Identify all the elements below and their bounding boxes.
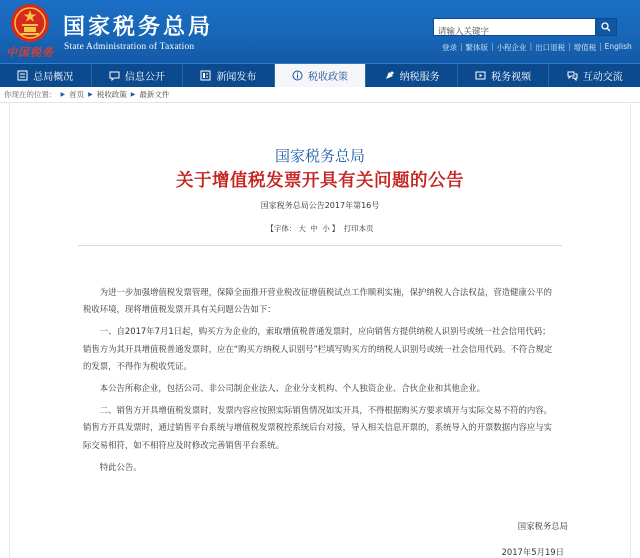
search-icon — [601, 22, 611, 32]
article-title: 关于增值税发票开具有关问题的公告 — [176, 171, 464, 191]
paragraph: 本公告所称企业，包括公司、非公司制企业法人、企业分支机构、个人独资企业、合伙企业和其他企业。 — [99, 383, 486, 394]
article-org: 国家税务总局 — [274, 147, 365, 165]
nav-item-video[interactable] — [458, 64, 550, 87]
breadcrumb — [0, 87, 640, 103]
article-body — [83, 284, 553, 481]
article — [9, 103, 631, 558]
chat-icon — [567, 70, 578, 81]
chevron-right-icon: ▶ — [60, 91, 66, 98]
search-button[interactable] — [595, 18, 617, 36]
quick-link-english[interactable]: English — [604, 42, 632, 51]
service-icon — [384, 70, 395, 81]
divider — [78, 245, 562, 246]
site-header — [0, 0, 640, 63]
font-large-button[interactable]: 大 — [298, 224, 306, 233]
nav-label: 互动交流 — [582, 72, 623, 83]
quick-link-export-rebate[interactable]: 出口退税 — [535, 43, 566, 52]
nav-item-info[interactable] — [92, 64, 184, 87]
nav-item-overview[interactable] — [0, 64, 92, 87]
paragraph: 二、销售方开具增值税发票时，发票内容应按照实际销售情况如实开具，不得根据购买方要求填开与实际交易不符的内容。销售方开具发票时，通过销售平台系统与增值税发票税控系统后台对接，导入相关信息开票的，系统导入的开票数据内容应与实际交易相符，如不相符应及时修改完善销售平台系统。 — [83, 405, 553, 450]
quick-link-traditional[interactable]: 繁体版 — [465, 43, 489, 52]
paragraph: 为进一步加强增值税发票管理，保障全面推开营业税改征增值税试点工作顺利实施，保护纳税人合法权益，营造健康公平的税收环境，现将增值税发票开具有关问题公告如下： — [83, 287, 553, 315]
signature-org: 国家税务总局 — [517, 521, 568, 531]
video-icon — [475, 70, 486, 81]
nav-label: 信息公开 — [124, 72, 165, 83]
nav-label: 总局概况 — [33, 72, 74, 83]
font-size-controls — [10, 223, 630, 234]
nav-item-news[interactable] — [183, 64, 275, 87]
national-emblem-icon — [10, 3, 50, 43]
quick-link-login[interactable]: 登录 — [442, 43, 457, 52]
search-input[interactable] — [434, 24, 594, 40]
paragraph: 一、自2017年7月1日起，购买方为企业的，索取增值税普通发票时，应向销售方提供纳税人识别号或统一社会信用代码；销售方为其开具增值税普通发票时，应在“购买方纳税人识别号”栏填写购买方的纳税人识别号或统一社会信用代码。不符合规定的发票，不得作为税收凭证。 — [83, 326, 553, 371]
nav-label: 税收政策 — [308, 72, 349, 83]
font-small-button[interactable]: 小 — [322, 224, 330, 233]
quick-links: 登录 | 繁体版 | 小程企业 | 出口退税 | 增值税 | English — [442, 42, 632, 52]
nav-label: 税务视频 — [491, 72, 532, 83]
home-icon — [17, 70, 28, 81]
chevron-right-icon: ▶ — [88, 91, 93, 98]
news-icon — [200, 70, 211, 81]
breadcrumb-latest[interactable]: 最新文件 — [139, 90, 170, 99]
info-icon — [109, 70, 120, 81]
nav-item-service[interactable] — [366, 64, 458, 87]
site-motto: 中国税务 — [6, 46, 54, 59]
document-number: 国家税务总局公告2017年第16号 — [260, 201, 380, 210]
signature-date: 2017年5月19日 — [501, 547, 564, 557]
font-label: 【字体： — [266, 224, 297, 233]
quick-link-small-business[interactable]: 小程企业 — [496, 43, 527, 52]
nav-item-policy[interactable] — [275, 64, 367, 87]
font-medium-button[interactable]: 中 — [310, 224, 318, 233]
search-box — [433, 18, 617, 36]
chevron-right-icon: ▶ — [130, 91, 136, 98]
nav-item-interaction[interactable] — [549, 64, 640, 87]
site-subtitle: State Administration of Taxation — [64, 42, 195, 52]
breadcrumb-prefix: 你现在的位置： — [4, 90, 57, 99]
font-label-close: 】 — [331, 224, 340, 233]
main-nav — [0, 63, 640, 87]
breadcrumb-policy[interactable]: 税收政策 — [96, 90, 127, 99]
nav-label: 新闻发布 — [216, 72, 257, 83]
paragraph: 特此公告。 — [99, 461, 142, 472]
breadcrumb-home[interactable]: 首页 — [69, 90, 85, 99]
quick-link-vat[interactable]: 增值税 — [573, 43, 597, 52]
site-title[interactable]: 国家税务总局 — [63, 15, 214, 40]
nav-label: 纳税服务 — [399, 72, 440, 83]
policy-icon — [292, 70, 303, 81]
print-button[interactable]: 打印本页 — [343, 224, 374, 233]
